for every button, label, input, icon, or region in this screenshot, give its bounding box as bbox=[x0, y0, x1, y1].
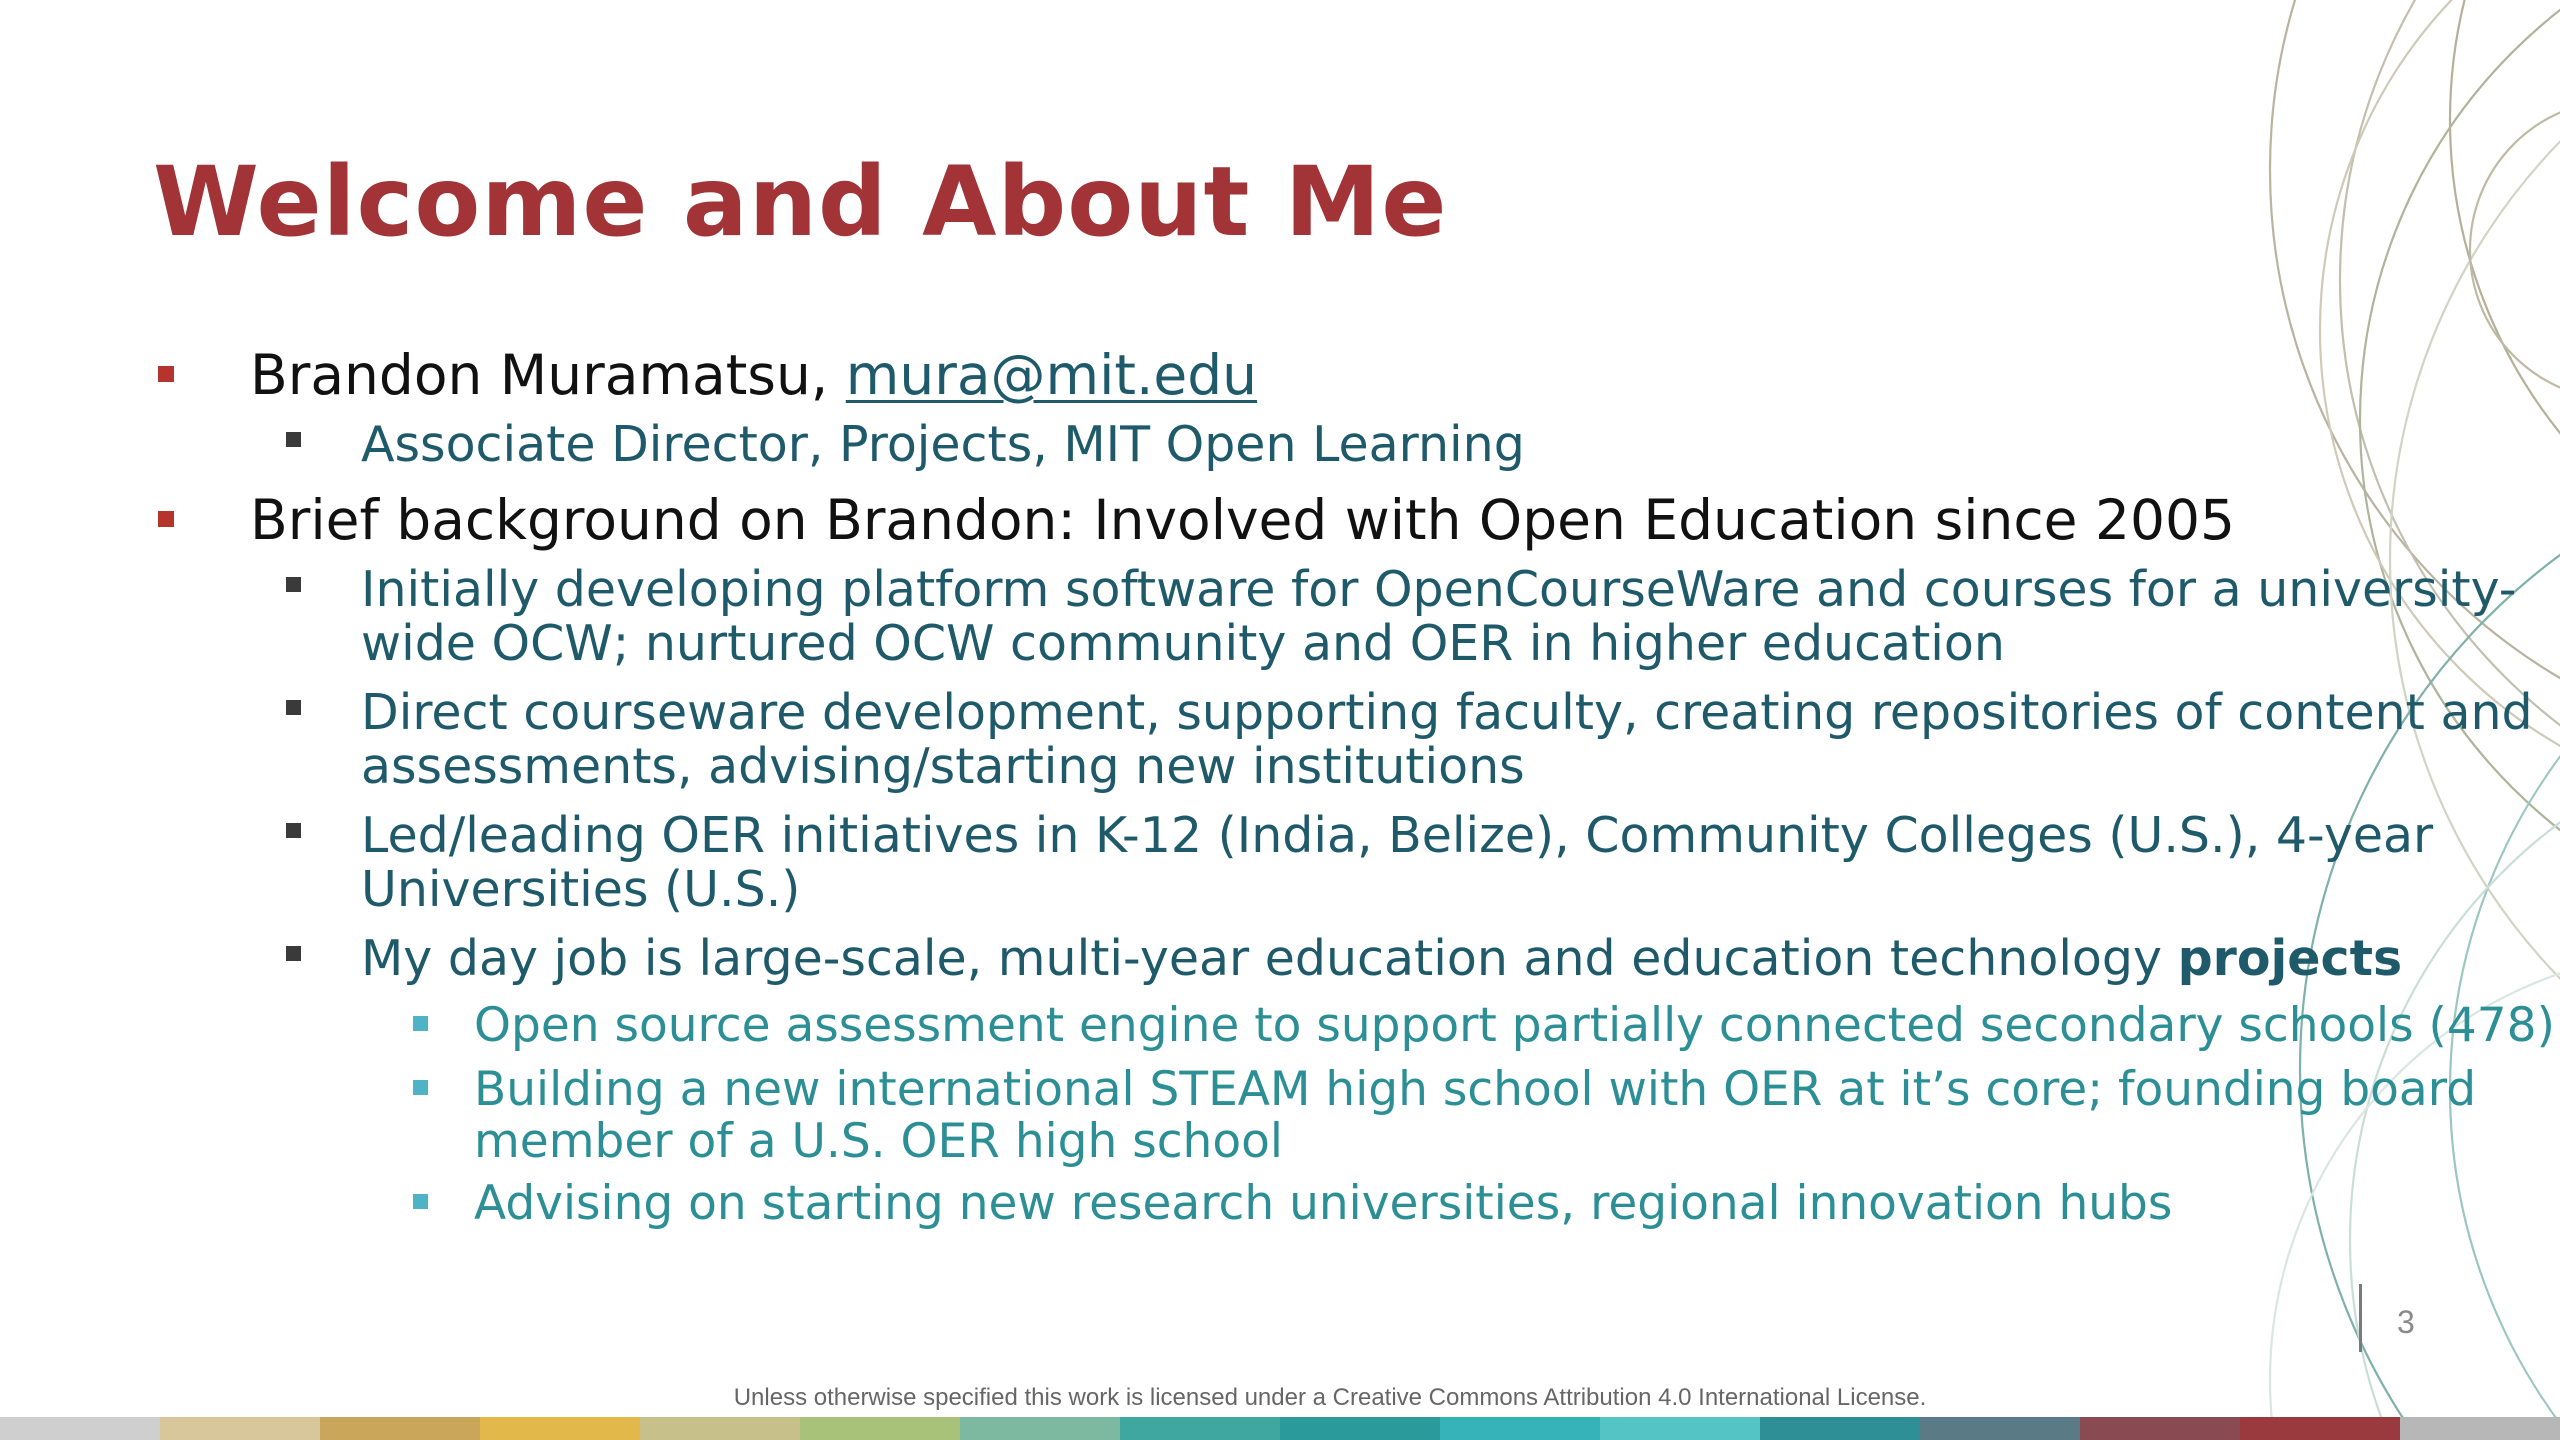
color-strip-segment bbox=[0, 1417, 160, 1440]
page-number-divider bbox=[2359, 1284, 2362, 1352]
color-strip-segment bbox=[320, 1417, 480, 1440]
list-item-level1 bbox=[250, 488, 2235, 552]
list-item-text: Open source assessment engine to support partially connected secondary schools (478) bbox=[474, 998, 2555, 1053]
color-strip-segment bbox=[2400, 1417, 2560, 1440]
bullet-marker bbox=[286, 432, 301, 447]
color-strip-segment bbox=[2080, 1417, 2240, 1440]
bullet-marker bbox=[413, 1080, 428, 1095]
license-footer bbox=[0, 1384, 2560, 1412]
list-item-line: Building a new international STEAM high school with OER at it’s core; founding board bbox=[474, 1062, 2477, 1117]
color-strip-segment bbox=[800, 1417, 960, 1440]
bullet-marker bbox=[286, 700, 301, 715]
list-item-line: member of a U.S. OER high school bbox=[474, 1113, 1283, 1169]
bottom-color-strip bbox=[0, 1417, 2560, 1440]
color-strip-segment bbox=[1760, 1417, 1920, 1440]
list-item-line: Universities (U.S.) bbox=[361, 860, 801, 918]
list-item-line: Direct courseware development, supporting faculty, creating repositories of content and bbox=[361, 684, 2533, 741]
list-item-level2 bbox=[361, 686, 2533, 794]
license-text: Unless otherwise specified this work is licensed under a Creative Commons Attribution 4.0 International License. bbox=[733, 1384, 1927, 1411]
list-item-line: wide OCW; nurtured OCW community and OER in higher education bbox=[361, 614, 2005, 672]
color-strip-segment bbox=[160, 1417, 320, 1440]
list-item-text: Brief background on Brandon: Involved with Open Education since 2005 bbox=[250, 488, 2235, 552]
presenter-name: Brandon Muramatsu, bbox=[250, 343, 846, 407]
list-item-level1 bbox=[250, 343, 1258, 407]
bullet-marker bbox=[158, 366, 174, 382]
bullet-marker bbox=[286, 946, 301, 961]
bullet-marker bbox=[158, 511, 174, 527]
color-strip-segment bbox=[1280, 1417, 1440, 1440]
list-item-level2 bbox=[361, 418, 1525, 472]
list-item-text: Advising on starting new research universities, regional innovation hubs bbox=[474, 1176, 2173, 1231]
list-item-line: Initially developing platform software for OpenCourseWare and courses for a university- bbox=[361, 561, 2517, 618]
list-item-level3 bbox=[474, 1178, 2172, 1230]
bullet-marker bbox=[413, 1194, 428, 1209]
list-item-level3 bbox=[474, 1000, 2555, 1052]
email-link[interactable]: mura@mit.edu bbox=[845, 343, 1258, 407]
bullet-marker bbox=[286, 823, 301, 838]
emphasis-text: projects bbox=[2177, 930, 2403, 987]
list-item-text: My day job is large-scale, multi-year education and education technology bbox=[361, 930, 2178, 987]
list-item-line: Led/leading OER initiatives in K-12 (India, Belize), Community Colleges (U.S.), 4-year bbox=[361, 807, 2434, 864]
list-item-line: assessments, advising/starting new institutions bbox=[361, 737, 1525, 795]
page-number: 3 bbox=[2397, 1304, 2415, 1340]
color-strip-segment bbox=[1120, 1417, 1280, 1440]
list-item-level3 bbox=[474, 1064, 2476, 1167]
color-strip-segment bbox=[2240, 1417, 2400, 1440]
bullet-marker bbox=[286, 577, 301, 592]
color-strip-segment bbox=[1440, 1417, 1600, 1440]
color-strip-segment bbox=[960, 1417, 1120, 1440]
slide-title: Welcome and About Me bbox=[153, 146, 1448, 258]
list-item-text: Associate Director, Projects, MIT Open Learning bbox=[361, 416, 1525, 473]
list-item-level2 bbox=[361, 563, 2516, 671]
bullet-marker bbox=[413, 1016, 428, 1031]
list-item-level2 bbox=[361, 809, 2433, 917]
color-strip-segment bbox=[480, 1417, 640, 1440]
color-strip-segment bbox=[1920, 1417, 2080, 1440]
list-item-level2 bbox=[361, 932, 2402, 986]
color-strip-segment bbox=[640, 1417, 800, 1440]
color-strip-segment bbox=[1600, 1417, 1760, 1440]
